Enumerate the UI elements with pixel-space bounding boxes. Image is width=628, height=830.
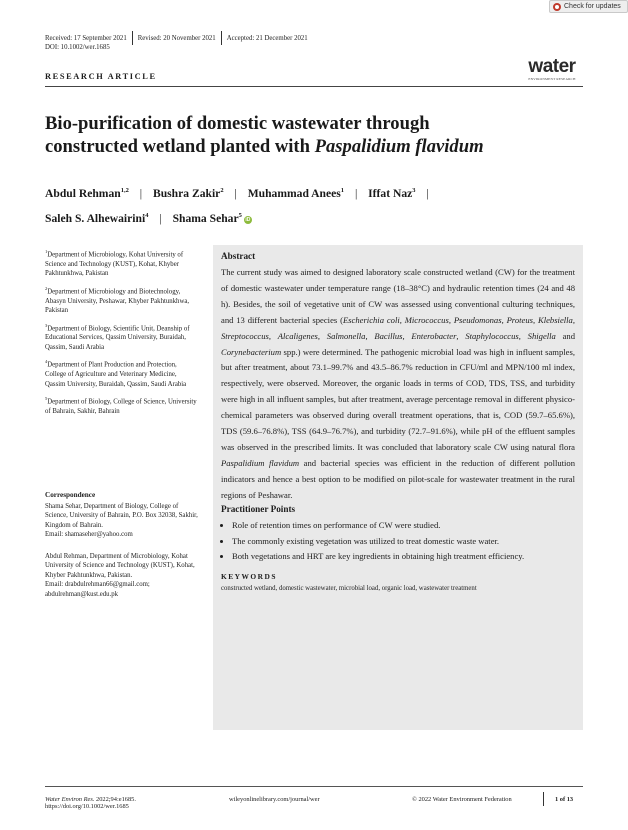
species-name: Salmonella <box>326 330 366 341</box>
species-name: Staphylococcus <box>465 330 519 341</box>
date-divider <box>221 31 222 45</box>
author-affiliation-marker: 1 <box>340 187 345 194</box>
affiliation-number: 4 <box>45 359 48 365</box>
journal-logo <box>520 57 584 81</box>
affiliation-text: Department of Biology, College of Science, University of Bahrain, Sakhir, Bahrain <box>45 398 197 415</box>
abstract-heading: Abstract <box>221 251 256 261</box>
author-separator: | <box>354 186 358 200</box>
practitioner-points-list <box>221 518 575 566</box>
article-type: RESEARCH ARTICLE <box>45 72 157 81</box>
species-name: Klebsiella <box>537 314 573 325</box>
species-name: Corynebacterium <box>221 346 282 357</box>
author-separator: | <box>139 186 143 200</box>
species-name: Proteus <box>506 314 533 325</box>
footer-citation-text: 2022;94:e1685. <box>94 796 136 803</box>
affiliation <box>45 284 198 316</box>
species-list: Escherichia coli, Micrococcus, Pseudomonas, Proteus, Klebsiella, Streptococcus, Alcaligenes, Salmonella, Bacillus, Enterobacter, Staphylococcus, Shigella and Corynebacterium spp. <box>221 314 575 357</box>
header-divider <box>45 86 583 87</box>
doi: DOI: 10.1002/wer.1685 <box>45 44 110 51</box>
footer-doi-link[interactable]: https://doi.org/10.1002/wer.1685 <box>45 803 129 810</box>
species-name: Shigella <box>527 330 556 341</box>
correspondence-text: Shama Sehar, Department of Biology, College of Science, University of Bahrain, P.O. Box 32038, Sakhir, Kingdom of Bahrain. <box>45 502 198 529</box>
author-separator: | <box>159 211 162 225</box>
orcid-icon[interactable]: iD <box>245 216 251 223</box>
check-for-updates-label: Check for updates <box>564 3 621 10</box>
practitioner-point: • The commonly existing vegetation was utilized to treat domestic waste water. <box>232 534 575 550</box>
journal-logo-subtitle: ENVIRONMENT RESEARCH <box>528 77 576 81</box>
correspondence-second-email[interactable]: Email: drabdulrehman66@gmail.com; abdulrehman@kust.edu.pk <box>45 581 150 598</box>
affiliation-number: 3 <box>45 322 48 328</box>
title-species: Paspalidium flavidum <box>314 136 484 157</box>
crossmark-icon <box>553 3 561 11</box>
author-name[interactable]: Shama Sehar <box>172 211 239 225</box>
author-affiliation-marker: 4 <box>145 211 149 219</box>
footer-separator <box>543 792 544 806</box>
species-name: Alcaligenes <box>277 330 318 341</box>
footer-divider <box>45 786 583 787</box>
practitioner-points-heading: Practitioner Points <box>221 503 296 514</box>
author-list <box>45 180 585 230</box>
title-line-2-plain: constructed wetland planted with <box>45 136 315 157</box>
author-name[interactable]: Saleh S. Alhewairini <box>45 211 146 225</box>
author-separator: | <box>234 186 237 200</box>
page-number: 1 of 13 <box>555 796 574 803</box>
abstract-part-2: ) were determined. The pathogenic microbial load was high in influent samples, but after treatment, about 73.1–99.7% and 43.5–86.7% reduction in CFU/ml and MPN/100 ml index, respectively, were observed. Moreover, the organic loads in terms of COD, TDS, TSS, and turbidity were high in all influent samples, but after treatment, average percentage removal in different physico-chemical parameters was observed during overall treatment operations, that is, COD (59.7–65.6%), TDS (59.6–76.8%), TSS (64.9–76.7%), and turbidity (72.7–91.6%), while pH of the effluent samples was observed in the prescribed limits. It was concluded that laboratory scale CW using natural flora <box>221 346 575 452</box>
author-name[interactable]: Muhammad Anees <box>247 186 341 200</box>
footer-journal: Water Environ Res. <box>45 796 95 803</box>
author-separator: | <box>426 186 429 200</box>
affiliation <box>45 247 198 279</box>
affiliation-number: 2 <box>45 285 48 291</box>
species-name: Pseudomonas <box>453 314 502 325</box>
species-name: Escherichia coli <box>342 314 400 325</box>
plant-name: Paspalidium flavidum <box>221 457 300 468</box>
article-dates <box>45 31 308 45</box>
keywords-text: constructed wetland, domestic wastewater, microbial load, organic load, wastewater treatment <box>221 585 477 593</box>
received-date: Received: 17 September 2021 <box>45 34 127 42</box>
species-name: Bacillus <box>374 330 403 341</box>
correspondence <box>45 491 198 599</box>
affiliation <box>45 394 198 416</box>
author-affiliation-marker: 2 <box>220 187 224 194</box>
abstract-text <box>221 265 575 504</box>
keywords-heading: KEYWORDS <box>221 572 277 582</box>
abstract-part-3: and bacterial species was efficient in the reduction of different pollution indicators and hence a best option to be modified on pilot-scale for wastewater treatment in the rural regions of Peshawar. <box>221 457 576 500</box>
correspondence-second-text: Abdul Rehman, Department of Microbiology, Kohat University of Science and Technology (KUST), Kohat, Khyber Pakhtunkhwa, Pakistan. <box>45 552 195 579</box>
practitioner-point: • Both vegetations and HRT are key ingredients in obtaining high treatment efficiency. <box>232 549 575 565</box>
accepted-date: Accepted: 21 December 2021 <box>226 34 308 42</box>
footer-website-link[interactable]: wileyonlinelibrary.com/journal/wer <box>229 796 320 803</box>
journal-logo-word: water <box>528 56 576 77</box>
affiliation-text: Department of Biology, Scientific Unit, Deanship of Educational Services, Qassim University, Buraidah, Qassim, Saudi Arabia <box>45 324 190 351</box>
revised-date: Revised: 20 November 2021 <box>137 34 216 42</box>
author-affiliation-marker: 3 <box>412 187 416 194</box>
footer-copyright: © 2022 Water Environment Federation <box>412 796 512 803</box>
species-name: Micrococcus <box>404 314 449 325</box>
author-line-1 <box>45 180 585 205</box>
affiliation <box>45 357 198 389</box>
footer-citation <box>45 796 136 810</box>
author-name[interactable]: Iffat Naz <box>368 186 413 200</box>
affiliation-text: Department of Microbiology and Biotechnology, Abasyn University, Peshawar, Khyber Pakhtunkhwa, Pakistan <box>45 288 190 315</box>
affiliations <box>45 247 198 421</box>
practitioner-point: • Role of retention times on performance of CW were studied. <box>232 518 575 534</box>
species-name: Streptococcus <box>221 330 269 341</box>
affiliation-text: Department of Microbiology, Kohat University of Science and Technology (KUST), Kohat, Khyber Pakhtunkhwa, Pakistan <box>45 251 184 278</box>
affiliation <box>45 321 198 353</box>
correspondence-email[interactable]: Email: shamaseher@yahoo.com <box>45 531 133 538</box>
title-line-2 <box>45 135 585 158</box>
check-for-updates-button[interactable] <box>549 0 628 13</box>
affiliation-number: 5 <box>45 396 48 402</box>
correspondence-heading: Correspondence <box>45 491 96 499</box>
author-name[interactable]: Bushra Zakir <box>152 186 221 200</box>
date-divider <box>132 31 133 45</box>
abstract-panel <box>213 245 583 730</box>
affiliation-text: Department of Plant Production and Protection, College of Agriculture and Veterinary Medicine, Qassim University, Buraidah, Qassim, Saudi Arabia <box>45 361 187 388</box>
abstract-part-1: The current study was aimed to designed laboratory scale constructed wetland (CW) for the treatment of domestic wastewater under temperature range (18–38°C) and hydraulic retention times (24 and 48 h). Besides, the soil of vegetative unit of CW was assessed using conventional culturing techniques, and 13 different bacterial species ( <box>221 267 575 325</box>
title-line-1: Bio-purification of domestic wastewater through <box>45 113 430 134</box>
affiliation-number: 1 <box>45 249 48 254</box>
author-line-2 <box>45 205 585 230</box>
author-name[interactable]: Abdul Rehman <box>45 186 121 200</box>
species-name: Enterobacter <box>411 330 457 341</box>
author-affiliation-marker: 1,2 <box>120 187 129 194</box>
article-title <box>45 112 585 158</box>
author-affiliation-marker: 5 <box>238 211 242 219</box>
